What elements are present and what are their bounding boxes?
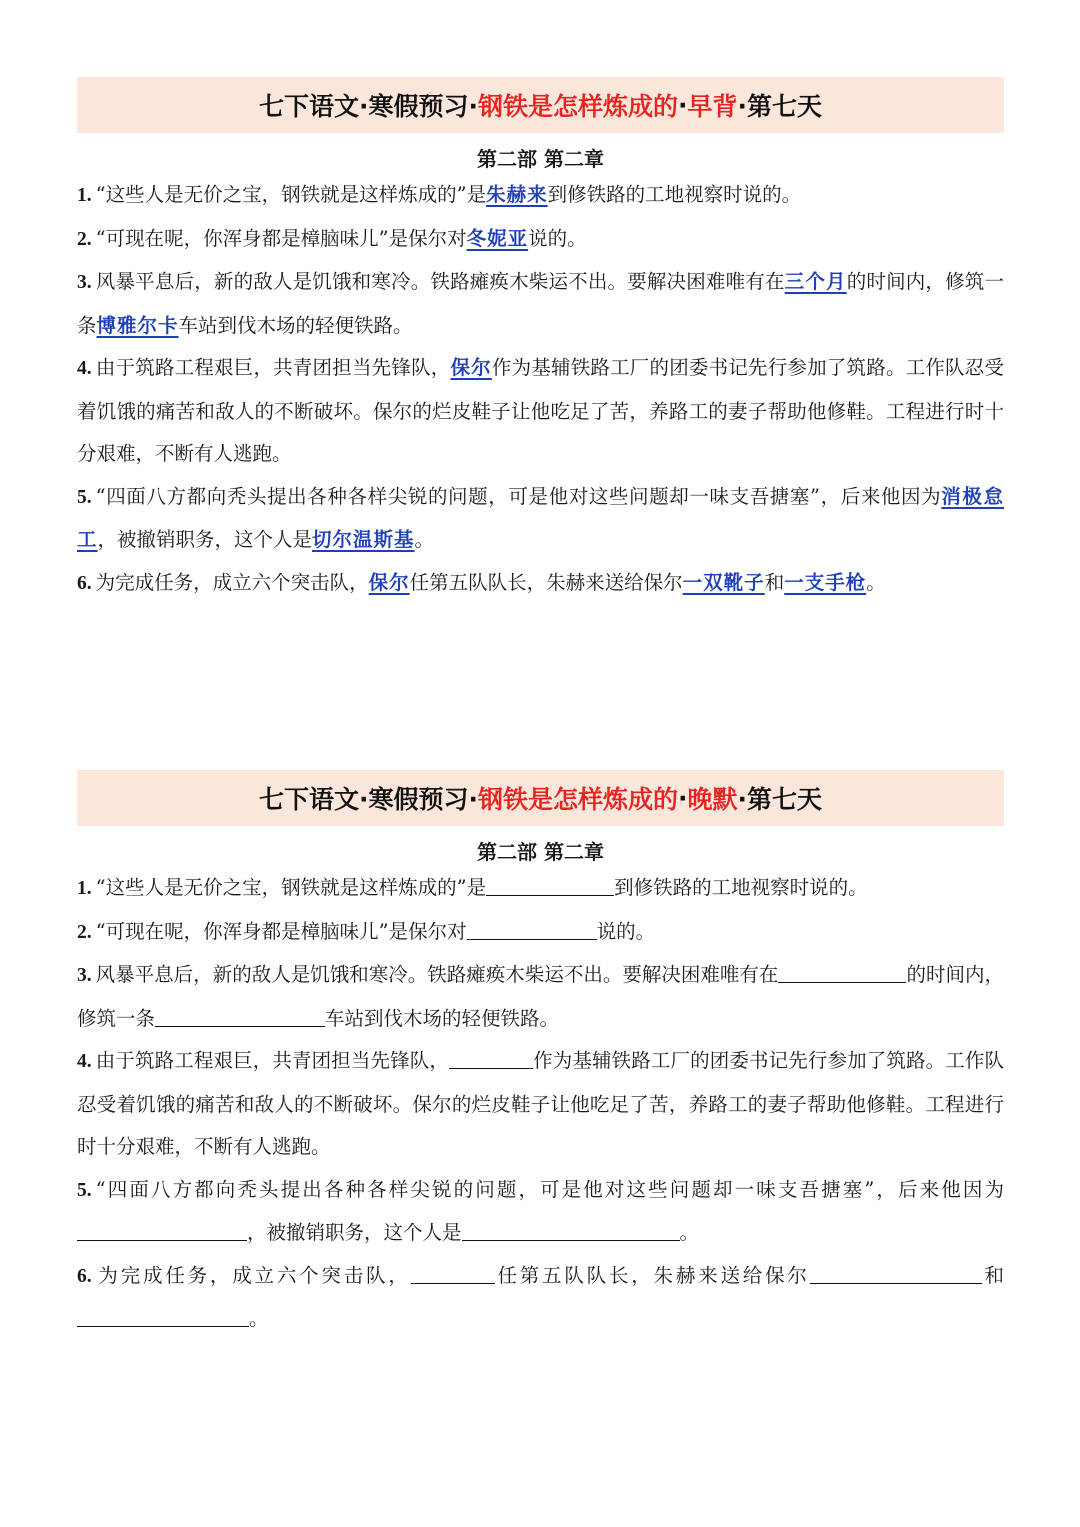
question-text: 作为基辅铁路工厂的团委书记先行参加了筑路。工作队忍受着饥饿的痛苦和敌人的不断破坏。保尔的烂皮鞋子让他吃足了苦，养路工的妻子帮助他修鞋。工程进行时十分艰难，不断有人逃跑。 (77, 356, 1004, 465)
question-number: 1. (77, 185, 92, 206)
question-text: 。 (679, 1221, 700, 1244)
question-item (77, 1255, 1004, 1341)
answer-text: 冬妮亚 (466, 226, 529, 250)
question-item (77, 867, 1004, 911)
question-number: 3. (77, 965, 92, 986)
question-text: 为完成任务，成立六个突击队， (95, 1263, 411, 1287)
answer-blank[interactable] (486, 875, 614, 896)
question-text: 和 (981, 1263, 1004, 1287)
question-number: 4. (77, 1051, 92, 1072)
answer-text: 一双靴子 (682, 570, 765, 594)
banner-prefix: 七下语文·寒假预习· (258, 92, 478, 121)
question-text: “这些人是无价之宝，钢铁就是这样炼成的”是 (95, 183, 487, 206)
chapter-subtitle: 第二部 第二章 (477, 147, 604, 171)
question-item (77, 1040, 1004, 1169)
question-item (77, 218, 1004, 262)
question-number: 2. (77, 228, 92, 250)
question-text: 为完成任务，成立六个突击队， (95, 570, 369, 594)
question-text: 任第五队队长，朱赫来送给保尔 (409, 570, 683, 594)
answer-text: 切尔温斯基 (312, 528, 415, 551)
answer-blank[interactable] (449, 1048, 533, 1069)
question-item (77, 261, 1004, 347)
evening-section (77, 770, 1004, 1341)
answer-blank[interactable] (77, 1306, 249, 1327)
morning-banner (77, 77, 1004, 133)
book-title: 钢铁是怎样炼成的 (477, 785, 678, 814)
question-number: 5. (77, 1179, 92, 1201)
question-text: 说的。 (528, 226, 587, 250)
question-text: 风暴平息后，新的敌人是饥饿和寒冷。铁路瘫痪木柴运不出。要解决困难唯有在 (95, 270, 785, 293)
question-text: 任第五队队长，朱赫来送给保尔 (494, 1263, 810, 1287)
chapter-subtitle: 第二部 第二章 (477, 840, 604, 864)
question-text: 和 (764, 570, 785, 594)
answer-blank[interactable] (778, 962, 906, 983)
answer-blank[interactable] (462, 1220, 680, 1241)
question-text: 车站到伐木场的轻便铁路。 (325, 1006, 560, 1030)
question-item (77, 174, 1004, 218)
morning-section (77, 77, 1004, 605)
answer-text: 博雅尔卡 (96, 313, 179, 337)
question-text: 风暴平息后，新的敌人是饥饿和寒冷。铁路瘫痪木柴运不出。要解决困难唯有在 (95, 963, 779, 986)
banner-day: ·第七天 (737, 785, 823, 814)
evening-banner (77, 770, 1004, 826)
question-text: “可现在呢，你浑身都是樟脑味儿”是保尔对 (95, 919, 467, 943)
question-item (77, 476, 1004, 562)
question-item (77, 911, 1004, 955)
question-text: ，被撤销职务，这个人是 (247, 1221, 462, 1244)
answer-text: 三个月 (784, 270, 847, 293)
question-text: 到修铁路的工地视察时说的。 (614, 876, 868, 899)
question-text: 。 (866, 570, 886, 594)
question-item (77, 347, 1004, 476)
question-number: 1. (77, 878, 92, 899)
question-item (77, 1169, 1004, 1255)
answer-blank[interactable] (411, 1263, 495, 1284)
question-text: 作为基辅铁路工厂的团委书记先行参加了筑路。工作队忍受着饥饿的痛苦和敌人的不断破坏。保尔的烂皮鞋子让他吃足了苦，养路工的妻子帮助他修鞋。工程进行时十分艰难，不断有人逃跑。 (77, 1049, 1004, 1158)
question-text: 到修铁路的工地视察时说的。 (547, 183, 802, 206)
banner-prefix: 七下语文·寒假预习· (258, 785, 478, 814)
question-text: 说的。 (596, 919, 656, 943)
question-number: 5. (77, 486, 92, 508)
question-text: 由于筑路工程艰巨，共青团担当先锋队， (95, 356, 451, 379)
question-number: 4. (77, 358, 92, 379)
session-label: 晚默 (687, 785, 738, 814)
banner-dot: · (678, 90, 688, 120)
question-number: 6. (77, 1265, 92, 1287)
answer-text: 保尔 (450, 356, 492, 379)
answer-text: 一支手枪 (784, 570, 867, 594)
question-number: 3. (77, 272, 92, 293)
answer-blank[interactable] (467, 919, 597, 940)
question-text: 。 (414, 528, 435, 551)
book-title: 钢铁是怎样炼成的 (477, 92, 678, 121)
question-number: 6. (77, 572, 92, 594)
question-text: “这些人是无价之宝，钢铁就是这样炼成的”是 (95, 876, 487, 899)
question-text: 的时间内，修筑一条 (77, 270, 1004, 337)
question-text: 由于筑路工程艰巨，共青团担当先锋队， (95, 1049, 449, 1072)
question-item (77, 562, 1004, 606)
question-text: “四面八方都向秃头提出各种各样尖锐的问题，可是他对这些问题却一味支吾搪塞”，后来他因为 (95, 484, 942, 508)
answer-text: 消极怠工 (77, 484, 1004, 551)
question-text: “四面八方都向秃头提出各种各样尖锐的问题，可是他对这些问题却一味支吾搪塞”，后来他因为 (95, 1177, 1004, 1201)
question-text: ，被撤销职务，这个人是 (97, 528, 313, 551)
banner-day: ·第七天 (737, 92, 823, 121)
question-item (77, 954, 1004, 1040)
question-number: 2. (77, 921, 92, 943)
answer-blank[interactable] (77, 1220, 247, 1241)
answer-blank[interactable] (810, 1263, 982, 1284)
question-text: 车站到伐木场的轻便铁路。 (178, 313, 413, 337)
banner-dot: · (678, 783, 688, 813)
answer-blank[interactable] (155, 1006, 325, 1027)
session-label: 早背 (687, 92, 738, 121)
answer-text: 保尔 (368, 570, 410, 594)
answer-text: 朱赫来 (486, 183, 548, 206)
question-text: “可现在呢，你浑身都是樟脑味儿”是保尔对 (95, 226, 467, 250)
question-text: 。 (249, 1307, 269, 1330)
question-text: 的时间内，修筑一条 (77, 963, 1004, 1030)
